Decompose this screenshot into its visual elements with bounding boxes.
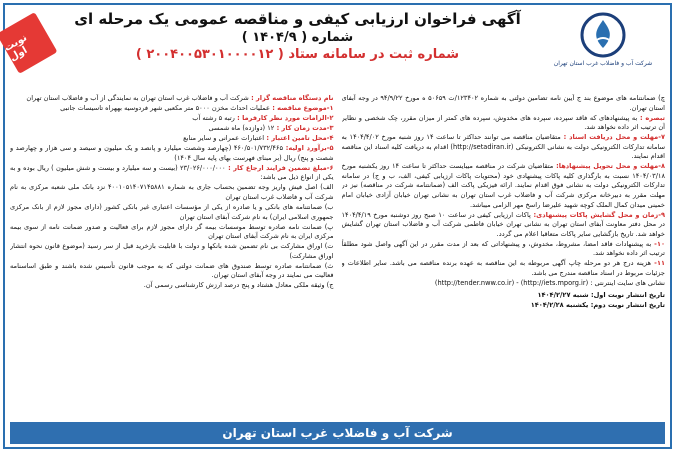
clause-label: ۶-مبلغ تضمین فرایند ارجاع کار : [225,163,334,172]
publication-date: تاریخ انتشار نوبت دوم: یکشنبه ۱۴۰۴/۲/۲۸ [530,300,665,309]
clause-text: پ) ضمانت نامه صادره توسط موسسات بیمه گر دارای مجوز لازم برای فعالیت و صدور ضمانت نامه از سوی بیمه مرکزی ایران به نام شرکت آبفای استان تهران [10,222,334,241]
right-column [10,94,334,416]
company-logo [543,12,663,82]
logo-caption: شرکت آب و فاضلاب غرب استان تهران [553,60,653,67]
clause-right_col-11 [10,262,334,281]
setad-registration: شماره ثبت در سامانه ستاد ( ۲۰۰۴۰۰۵۳۰۱۰۰۰۰۱۲ ) [135,47,460,62]
clause-text: ۴۶۰/۵۰۱/۷۳۲/۴۶۵ (چهارصد وشصت میلیارد و پانصد و یک میلیون و سیصد و سی هزار و چهارصد و شصت و پنج) ریال (بر مبنای فهرست بهای پایه سال ۱۴۰۴) [10,144,334,162]
clause-text: رتبه ۵ رشته آب [192,114,235,123]
clause-text: به پیشنهادهای که فاقد سپرده، سپرده های مخدوش، سپرده های کمتر از میزان مقرر، چک شخصی و نظایر آن ترتیب اثر داده نخواهد شد. [341,113,665,132]
clause-label: ۴-محل تامین اعتبار : [264,134,334,143]
clause-text: متقاضیان مناقصه می توانند حداکثر تا ساعت ۱۴ روز شنبه مورخ ۱۴۰۴/۴/۰۲ به سامانه تدارکات الکترونیکی دولت به نشانی الکترونیکی (http://setadiran.ir) اقدام به دریافت کلیه اسناد این مناقصه اقدام نمایند. [341,133,665,161]
clause-text: چ) ضمانتنامه های موضوع بند ج آیین نامه تضامین دولتی به شماره ۱۲۳۴۰۲/ت ۵۰۶۵۹ ه مورخ ۹۴/۹/۲۲ در وجه آبفای استان تهران. [341,94,665,112]
clause-right_col-7 [10,183,334,202]
clause-right_col-4 [10,134,334,144]
clause-left_col-7 [342,279,666,289]
clause-text: به پیشنهادات فاقد امضا، مشروط، مخدوش، و پیشنهاداتی که بعد از مدت مقرر در این آگهی واصل شود مطلقاً ترتیب اثر داده نخواهد شد. [341,239,665,258]
clause-right_col-6 [10,164,334,183]
clause-text: متقاضیان شرکت در مناقصه میبایست حداکثر تا ساعت ۱۴ روز یکشنبه مورخ ۱۴۰۴/۰۳/۱۸ نسبت به بارگذاری کلیه پاکات پیشنهادی خود (محتویات پاکات ارزیابی کیفی، الف، ب و ج) در سامانه تدارکات الکترونیکی دولت به نشانی فوق اقدام نمایند. ارائه فیزیکی پاکت الف (ضمانتنامه شرکت در مناقصه) نیز در مهلت مقرر به دبیرخانه مرکزی شرکت آب و فاضلاب غرب استان تهران به نشانی تهران خیابان آزادی خیابان امام خمینی میدان کمال الملک کوچه شهید علیرضا راسخ مهر الزامی میباشد. [341,162,665,209]
publication-date: تاریخ انتشار نوبت اول: شنبه ۱۴۰۴/۲/۲۷ [537,291,665,300]
ad-header [60,10,535,62]
clause-label: ۱۱- [651,259,665,268]
ad-title: آگهی فراخوان ارزیابی کیفی و مناقصه عمومی یک مرحله ای [74,10,521,28]
clause-left_col-3 [342,162,666,210]
clause-left_col-1 [342,114,666,133]
clause-text: ب) ضمانتنامه های بانکی و یا صادره از یکی از مؤسسات اعتباری غیر بانکی کشور (دارای مجوز لازم از بانک مرکزی جمهوری اسلامی ایران) به نام شرکت آبفای استان تهران [10,203,334,221]
clause-label: نام دستگاه مناقصه گزار : [248,94,334,102]
clause-text: هزینه درج هر دو مرحله چاپ آگهی مربوطه به این مناقصه به عهده برنده مناقصه می باشد. سایر اطلاعات و جزئیات مربوط در اسناد مناقصه مندرج می باشد. [341,259,665,277]
clause-text: ت) اوراق مشارکت بی نام تضمین شده بانکها و دولت با قابلیت بازخرید قبل از سر رسید (موضوع قانون نحوه انتشار اوراق مشارکت) [10,242,334,260]
clause-label: ۹-زمان و محل گشایش پاکات پیشنهادی: [530,210,665,219]
clause-label: ۱-موضوع مناقصه : [269,104,334,113]
clause-text: اعتبارات عمرانی و سایر منابع [183,134,265,143]
left-column [342,94,666,416]
clause-right_col-10 [10,242,334,261]
first-publication-badge: نوبت اول [0,12,58,74]
clause-label: ۸-مهلت و محل تحویل پیشنهادها: [553,162,665,171]
clause-left_col-6 [342,259,666,278]
clause-right_col-1 [10,104,334,114]
clause-text: پاکات ارزیابی کیفی در ساعت ۱۰ صبح روز دوشنبه مورخ ۱۴۰۴/۴/۱۹ در محل دفتر معاونت آبفای استان تهران به نشانی تهران خیابان فاطمی شرکت آب و فاضلاب استان تهران گشایش خواهد شد. تاریخ بازگشایی سایر پاکات متعاقبا اعلام می گردد. [341,210,665,238]
clause-right_col-12 [10,281,334,291]
clause-text: الف) اصل فیش واریز وجه تضمین بحساب جاری به شماره ۴۰۰۱۰۵۱۴۰۷۱۴۵۸۸۱ نزد بانک ملی شعبه مرکزی به نام شرکت آب و فاضلاب غرب استان تهران [10,183,334,201]
clause-text: ج) وثیقه ملکی معادل هشتاد و پنج درصد ارزش کارشناسی رسمی آن. [143,281,334,290]
clause-text: ث) ضمانتنامه صادره توسط صندوق های ضمانت دولتی که به موجب قانون تأسیس شده باشند و طبق اساسنامه فعالیت می نمایند در وجه آبفای استان تهران. [10,261,334,280]
water-drop-logo-icon [580,12,626,58]
footer-bar: شرکت آب و فاضلاب غرب استان تهران [10,422,665,444]
publication-dates [342,291,666,310]
clause-label: تبصره : [637,113,665,122]
clause-right_col-3 [10,124,334,134]
clause-text: شرکت آب و فاضلاب غرب استان تهران به نمایندگی از آب و فاضلاب استان تهران [26,94,249,102]
clause-label: ۷-مهلت و محل دریافت اسناد : [560,133,665,142]
clause-label: ۵-برآورد اولیه: [283,144,334,153]
clause-right_col-8 [10,203,334,222]
clause-label: ۳-مدت زمان کار : [274,124,334,133]
clause-left_col-2 [342,133,666,162]
clause-left_col-0 [342,94,666,113]
clause-text: عملیات احداث مخزن ۵۰۰۰ متر مکعبی شهر فردوسیه بههراه تاسیسات جانبی [60,104,270,113]
clause-right_col-0 [10,94,334,104]
ad-body [10,94,665,416]
clause-right_col-5 [10,144,334,163]
clause-label: ۱۰- [651,239,665,248]
clause-label: ۲-الزامات مورد نظر کارفرما : [234,114,334,123]
clause-left_col-5 [342,240,666,259]
clause-left_col-4 [342,211,666,240]
clause-right_col-2 [10,114,334,124]
clause-text: ۱۲ (دوازده) ماه شمسی [208,124,275,133]
clause-text: نشانی های سایت اینترنتی : (http://iets.mporg.ir) - (http://tender.nww.co.ir) [434,278,665,287]
ad-number: شماره ( ۱۴۰۴/۹ ) [241,30,354,45]
clause-text: ۲۳/۰۲۶/۰۰۰/۰۰۰ (بیست و سه میلیارد و بیست و شش میلیون ) ریال بوده و به یکی از انواع ذیل می باشد: [10,163,334,182]
clause-right_col-9 [10,223,334,242]
